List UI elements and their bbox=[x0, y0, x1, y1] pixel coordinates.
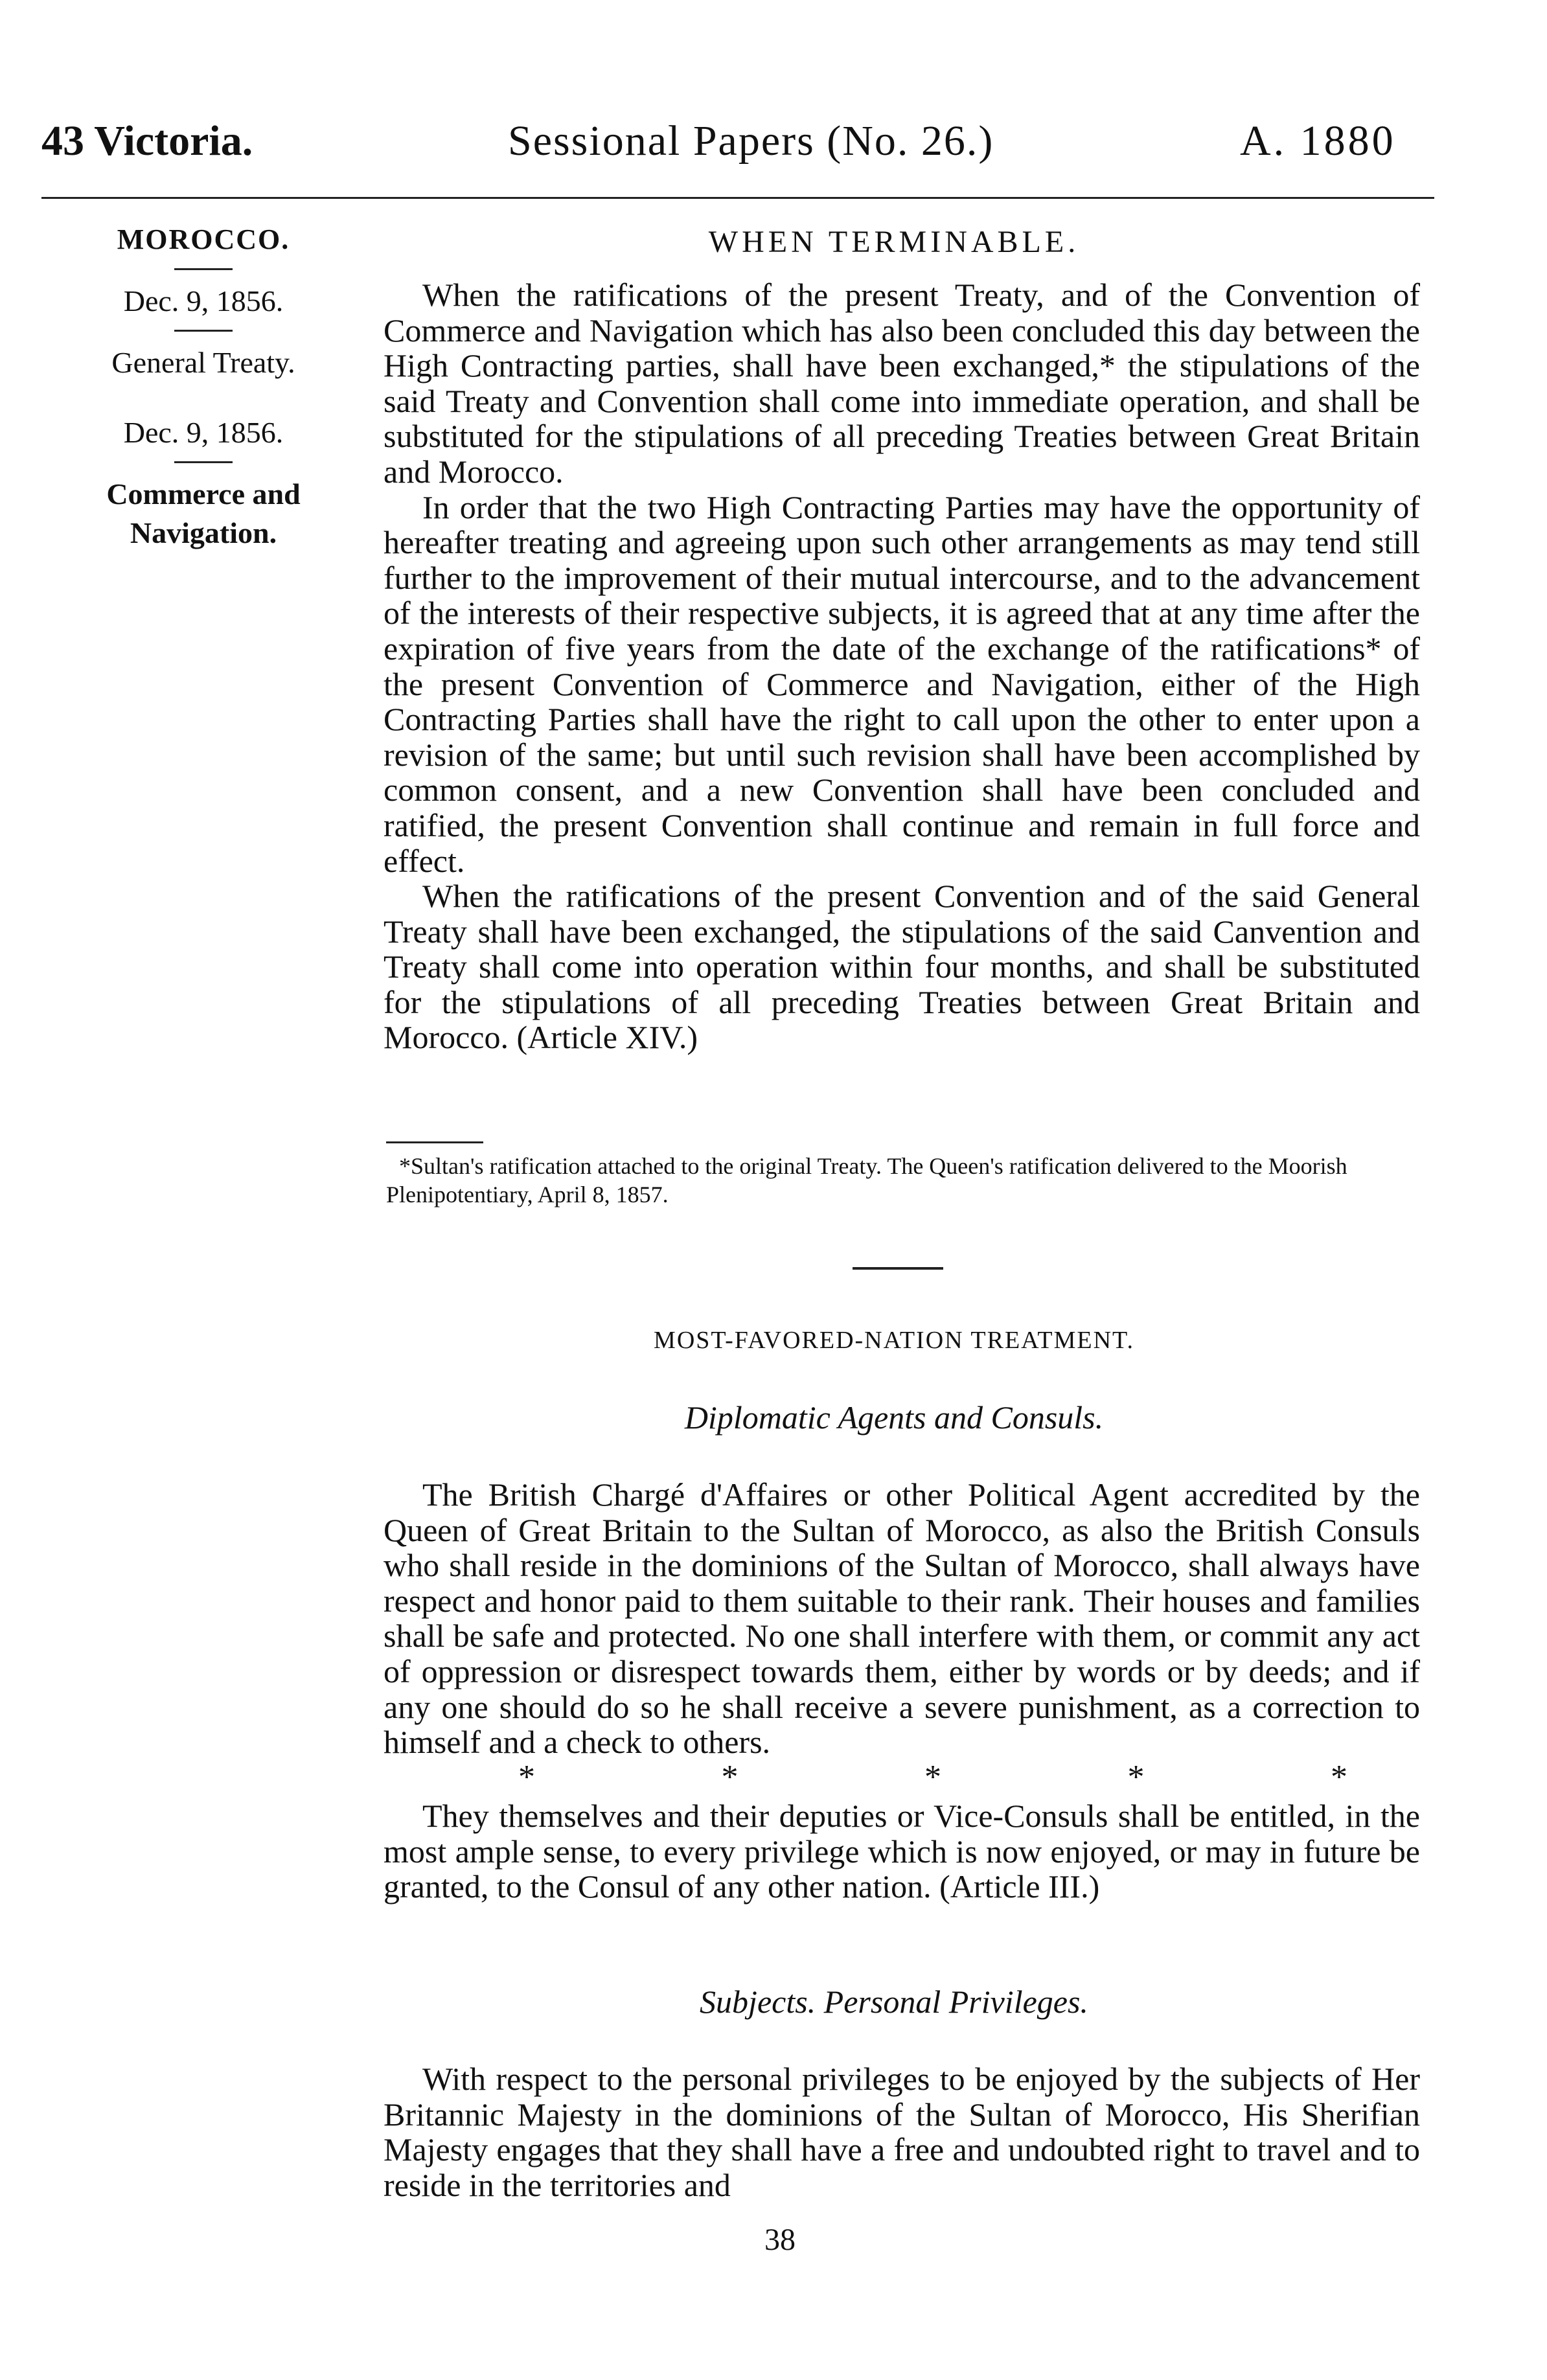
margin-date-2: Dec. 9, 1856. bbox=[123, 416, 284, 449]
when-terminable-body bbox=[384, 277, 1420, 1055]
star: * bbox=[518, 1759, 535, 1796]
subhead-subjects: Subjects. Personal Privileges. bbox=[700, 1984, 1088, 2020]
margin-divider bbox=[174, 330, 233, 332]
margin-subject-1: Commerce and bbox=[106, 477, 301, 510]
page-number: 38 bbox=[764, 2223, 796, 2257]
section-divider bbox=[853, 1267, 943, 1270]
star: * bbox=[1127, 1759, 1145, 1796]
running-head bbox=[41, 109, 1434, 174]
star: * bbox=[1331, 1759, 1347, 1796]
star: * bbox=[924, 1759, 941, 1796]
mfn-body-3 bbox=[384, 2061, 1420, 2203]
subhead-diplomatic-agents: Diplomatic Agents and Consuls. bbox=[684, 1399, 1104, 1436]
margin-treaty: General Treaty. bbox=[111, 346, 295, 379]
running-head-center: Sessional Papers (No. 26.) bbox=[508, 117, 994, 165]
mfn-body-1 bbox=[384, 1477, 1420, 1760]
paragraph: When the ratifications of the present Convention and of the said General Treaty shall have been exchanged, the stipulations of the said Canvention and Treaty shall come into operation within four months, and shall be substituted for the stipulations of all preceding Treaties between Great Britain and Morocco. (Article XIV.) bbox=[384, 878, 1420, 1056]
running-head-right: A. 1880 bbox=[1240, 117, 1396, 165]
header-rule bbox=[41, 197, 1434, 199]
running-head-left: 43 Victoria. bbox=[41, 117, 253, 165]
star: * bbox=[721, 1759, 739, 1796]
margin-divider bbox=[174, 268, 233, 270]
margin-country: MOROCCO. bbox=[117, 223, 290, 255]
margin-spacer bbox=[41, 382, 365, 413]
paragraph: They themselves and their deputies or Vice-Consuls shall be entitled, in the most ample sense, to every privilege which is now enjoyed, or may in future be granted, to the Consul of any other nation. (Article III.) bbox=[384, 1798, 1420, 1905]
section-title-when-terminable: WHEN TERMINABLE. bbox=[708, 225, 1080, 259]
paragraph: When the ratifications of the present Treaty, and of the Convention of Commerce and Navigation which has also been concluded this day between the High Contracting parties, shall have been exchanged,* the stipulations of the said Treaty and Convention shall come into immediate operation, and shall be substituted for the stipulations of all preceding Treaties between Great Britain and Morocco. bbox=[384, 277, 1420, 490]
paragraph: With respect to the personal privileges to be enjoyed by the subjects of Her Britannic Majesty in the dominions of the Sultan of Morocco, His Sherifian Majesty engages that they shall have a free and undoubted right to travel and to reside in the territories and bbox=[384, 2061, 1420, 2203]
margin-divider bbox=[174, 461, 233, 463]
footnote bbox=[386, 1152, 1397, 1209]
mfn-body-2 bbox=[384, 1798, 1420, 1905]
ellipsis-stars bbox=[518, 1758, 1347, 1797]
paragraph: The British Chargé d'Affaires or other Political Agent accredited by the Queen of Great Britain to the Sultan of Morocco, as also the British Consuls who shall reside in the dominions of the Sultan of Morocco, shall always have respect and honor paid to them suitable to their rank. Their houses and families shall be safe and protected. No one shall interfere with them, or commit any act of oppression or disrespect towards them, either by words or by deeds; and if any one should do so he shall receive a severe punishment, as a correction to himself and a check to others. bbox=[384, 1476, 1420, 1761]
paragraph: In order that the two High Contracting Parties may have the opportunity of hereafter treating and agreeing upon such other arrangements as may tend still further to the improvement of their mutual intercourse, and to the advancement of the interests of their respective subjects, it is agreed that at any time after the expiration of five years from the date of the exchange of the ratifications* of the present Convention of Commerce and Navigation, either of the High Contracting Parties shall have the right to call upon the other to enter upon a revision of the same; but until such revision shall have been accomplished by common consent, and a new Convention shall have been concluded and ratified, the present Convention shall continue and remain in full force and effect. bbox=[384, 488, 1420, 879]
section-title-mfn: MOST-FAVORED-NATION TREATMENT. bbox=[654, 1327, 1134, 1354]
footnote-text: *Sultan's ratification attached to the original Treaty. The Queen's ratification delivered to the Moorish Plenipotentiary, April 8, 1857. bbox=[386, 1153, 1347, 1207]
footnote-rule bbox=[386, 1141, 483, 1143]
margin-subject-2: Navigation. bbox=[130, 516, 277, 549]
margin-notes bbox=[41, 220, 365, 553]
margin-date-1: Dec. 9, 1856. bbox=[123, 284, 284, 317]
